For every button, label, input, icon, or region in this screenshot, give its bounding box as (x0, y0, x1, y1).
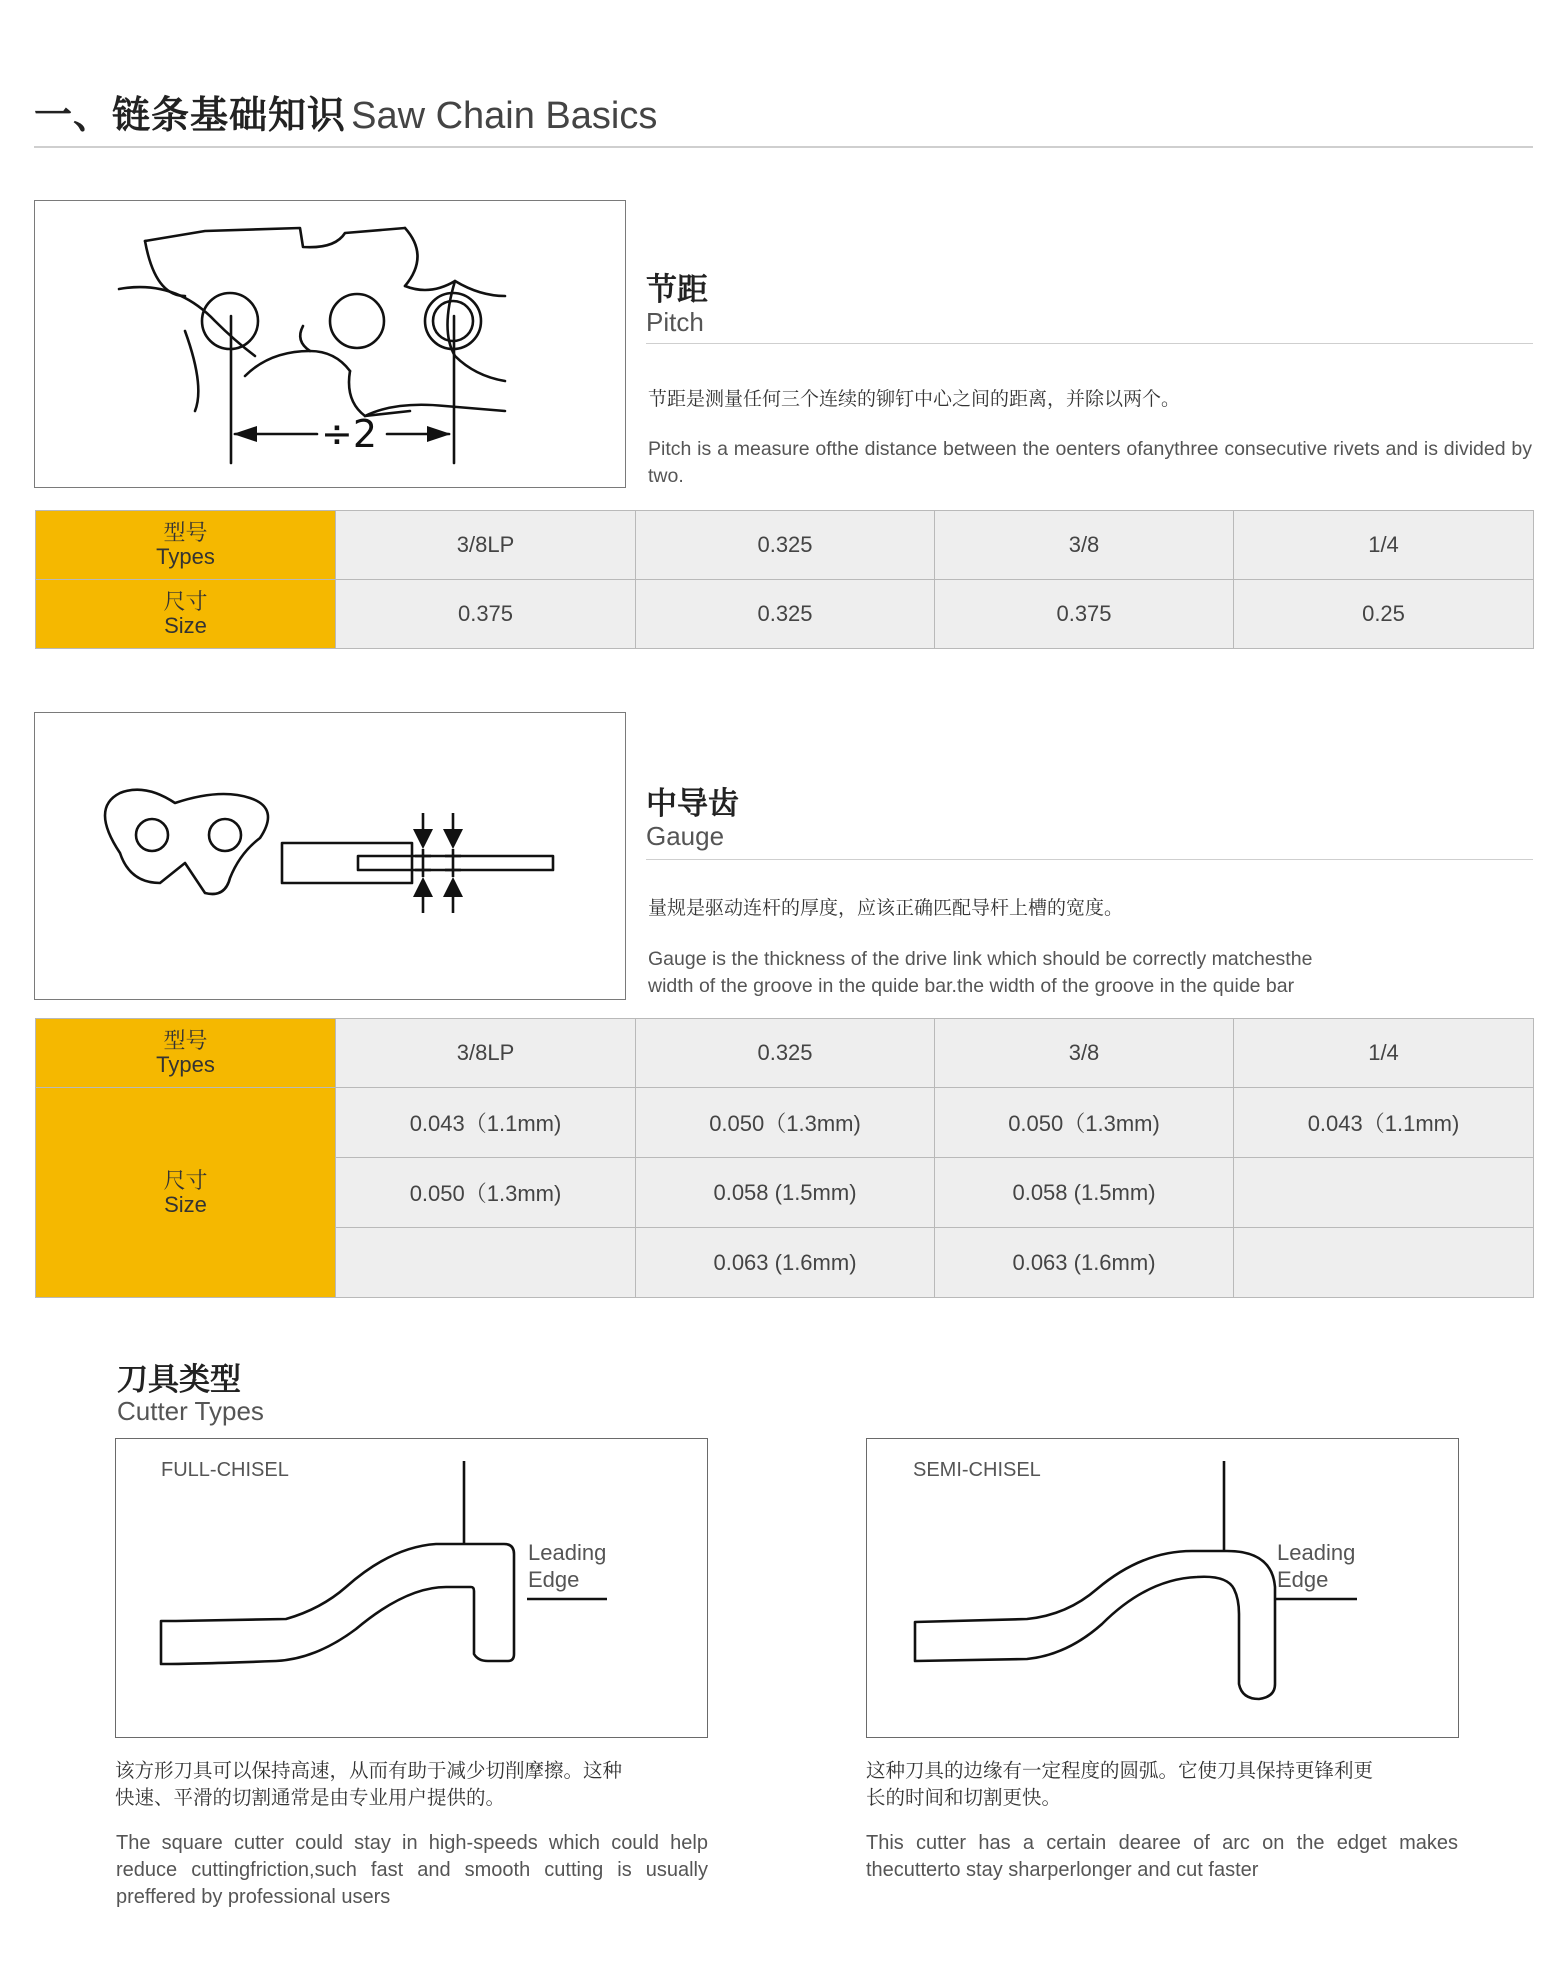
table-cell: 1/4 (1234, 1019, 1534, 1088)
table-cell: 3/8 (935, 1019, 1234, 1088)
cutter-title-en: Cutter Types (117, 1396, 264, 1426)
edge-text: Edge (528, 1567, 580, 1592)
table-cell: 0.043（1.1mm) (1234, 1088, 1534, 1158)
table-row (36, 511, 1534, 580)
table-cell: 3/8LP (336, 1019, 636, 1088)
table-cell: 3/8LP (336, 511, 636, 580)
full-chisel-desc-en: The square cutter could stay in high-speeds which could help reduce cuttingfriction,such fast and smooth cutting is usually preffered by professional users (116, 1832, 708, 1908)
table-cell: 0.050（1.3mm) (636, 1088, 935, 1158)
size-header (36, 1088, 336, 1298)
table-cell: 0.050（1.3mm) (935, 1088, 1234, 1158)
pitch-title-cn: 节距 (646, 272, 708, 308)
full-chisel-shape (116, 1439, 706, 1736)
table-cell: 0.063 (1.6mm) (636, 1228, 935, 1298)
semi-chisel-shape (867, 1439, 1457, 1736)
table-cell: 0.375 (935, 580, 1234, 649)
table-cell: 3/8 (935, 511, 1234, 580)
types-label-cn: 型号 (163, 520, 208, 545)
semi-chisel-desc-cn-1: 这种刀具的边缘有一定程度的圆弧。它使刀具保持更锋利更 (866, 1759, 1374, 1782)
table-row (36, 1088, 1534, 1158)
table-cell: 0.25 (1234, 580, 1534, 649)
table-cell: 0.063 (1.6mm) (935, 1228, 1234, 1298)
full-chisel-label: FULL-CHISEL (161, 1459, 289, 1481)
types-header (36, 511, 336, 580)
page-header (34, 84, 657, 140)
table-cell: 0.058 (1.5mm) (636, 1158, 935, 1228)
table-row (36, 1019, 1534, 1088)
gauge-table (35, 1018, 1534, 1298)
table-cell (1234, 1158, 1534, 1228)
full-chisel-diagram (115, 1438, 708, 1738)
pitch-desc-en: Pitch is a measure ofthe distance between the oenters ofanythree consecutive rivets and is divided by two. (648, 438, 1532, 487)
full-chisel-desc-cn-1: 该方形刀具可以保持高速，从而有助于减少切削摩擦。这种 (115, 1759, 623, 1782)
pitch-divide-label: ÷2 (321, 412, 378, 456)
size-label-en: Size (164, 613, 207, 638)
semi-chisel-desc-en: This cutter has a certain dearee of arc on the edget makes thecutterto stay sharperlonger and cut faster (866, 1832, 1458, 1881)
gauge-desc-en-2: width of the groove in the quide bar.the width of the groove in the quide bar (648, 975, 1295, 997)
edge-text: Edge (1277, 1567, 1329, 1592)
gauge-desc-en-1: Gauge is the thickness of the drive link which should be correctly matchesthe (648, 948, 1313, 970)
gauge-link-illustration (35, 713, 624, 998)
pitch-desc-cn: 节距是测量任何三个连续的铆钉中心之间的距离，并除以两个。 (648, 388, 1181, 410)
types-label-en: Types (156, 1052, 215, 1077)
gauge-title-en: Gauge (646, 821, 725, 851)
size-label-en: Size (164, 1191, 207, 1217)
size-label-cn: 尺寸 (163, 1167, 208, 1193)
header-title-cn: 一、链条基础知识 (34, 93, 347, 137)
table-cell: 0.325 (636, 1019, 935, 1088)
size-header (36, 580, 336, 649)
gauge-diagram (34, 712, 626, 1000)
pitch-divider (646, 343, 1533, 344)
table-cell: 0.325 (636, 511, 935, 580)
pitch-table (35, 510, 1534, 649)
leading-text: Leading (528, 1540, 607, 1565)
full-chisel-desc-cn-2: 快速、平滑的切割通常是由专业用户提供的。 (115, 1786, 506, 1809)
semi-chisel-diagram (866, 1438, 1459, 1738)
table-cell: 0.050（1.3mm) (336, 1158, 636, 1228)
types-header (36, 1019, 336, 1088)
table-cell: 0.325 (636, 580, 935, 649)
table-cell: 0.058 (1.5mm) (935, 1158, 1234, 1228)
table-cell (1234, 1228, 1534, 1298)
header-divider (34, 146, 1533, 148)
cutter-title-cn: 刀具类型 (117, 1362, 241, 1398)
pitch-title-en: Pitch (646, 307, 704, 337)
leading-text: Leading (1277, 1540, 1356, 1565)
gauge-divider (646, 859, 1533, 860)
semi-chisel-label: SEMI-CHISEL (913, 1459, 1041, 1481)
table-cell: 1/4 (1234, 511, 1534, 580)
table-cell: 0.375 (336, 580, 636, 649)
gauge-title-cn: 中导齿 (646, 786, 739, 822)
types-label-en: Types (156, 544, 215, 569)
gauge-desc-cn: 量规是驱动连杆的厚度，应该正确匹配导杆上槽的宽度。 (648, 897, 1124, 919)
pitch-chain-illustration (35, 201, 624, 486)
size-label-cn: 尺寸 (163, 589, 208, 614)
types-label-cn: 型号 (163, 1028, 208, 1053)
semi-chisel-desc-cn-2: 长的时间和切割更快。 (866, 1786, 1062, 1809)
table-cell: 0.043（1.1mm) (336, 1088, 636, 1158)
pitch-diagram (34, 200, 626, 488)
header-title-en: Saw Chain Basics (351, 95, 658, 137)
table-cell (336, 1228, 636, 1298)
table-row (36, 580, 1534, 649)
